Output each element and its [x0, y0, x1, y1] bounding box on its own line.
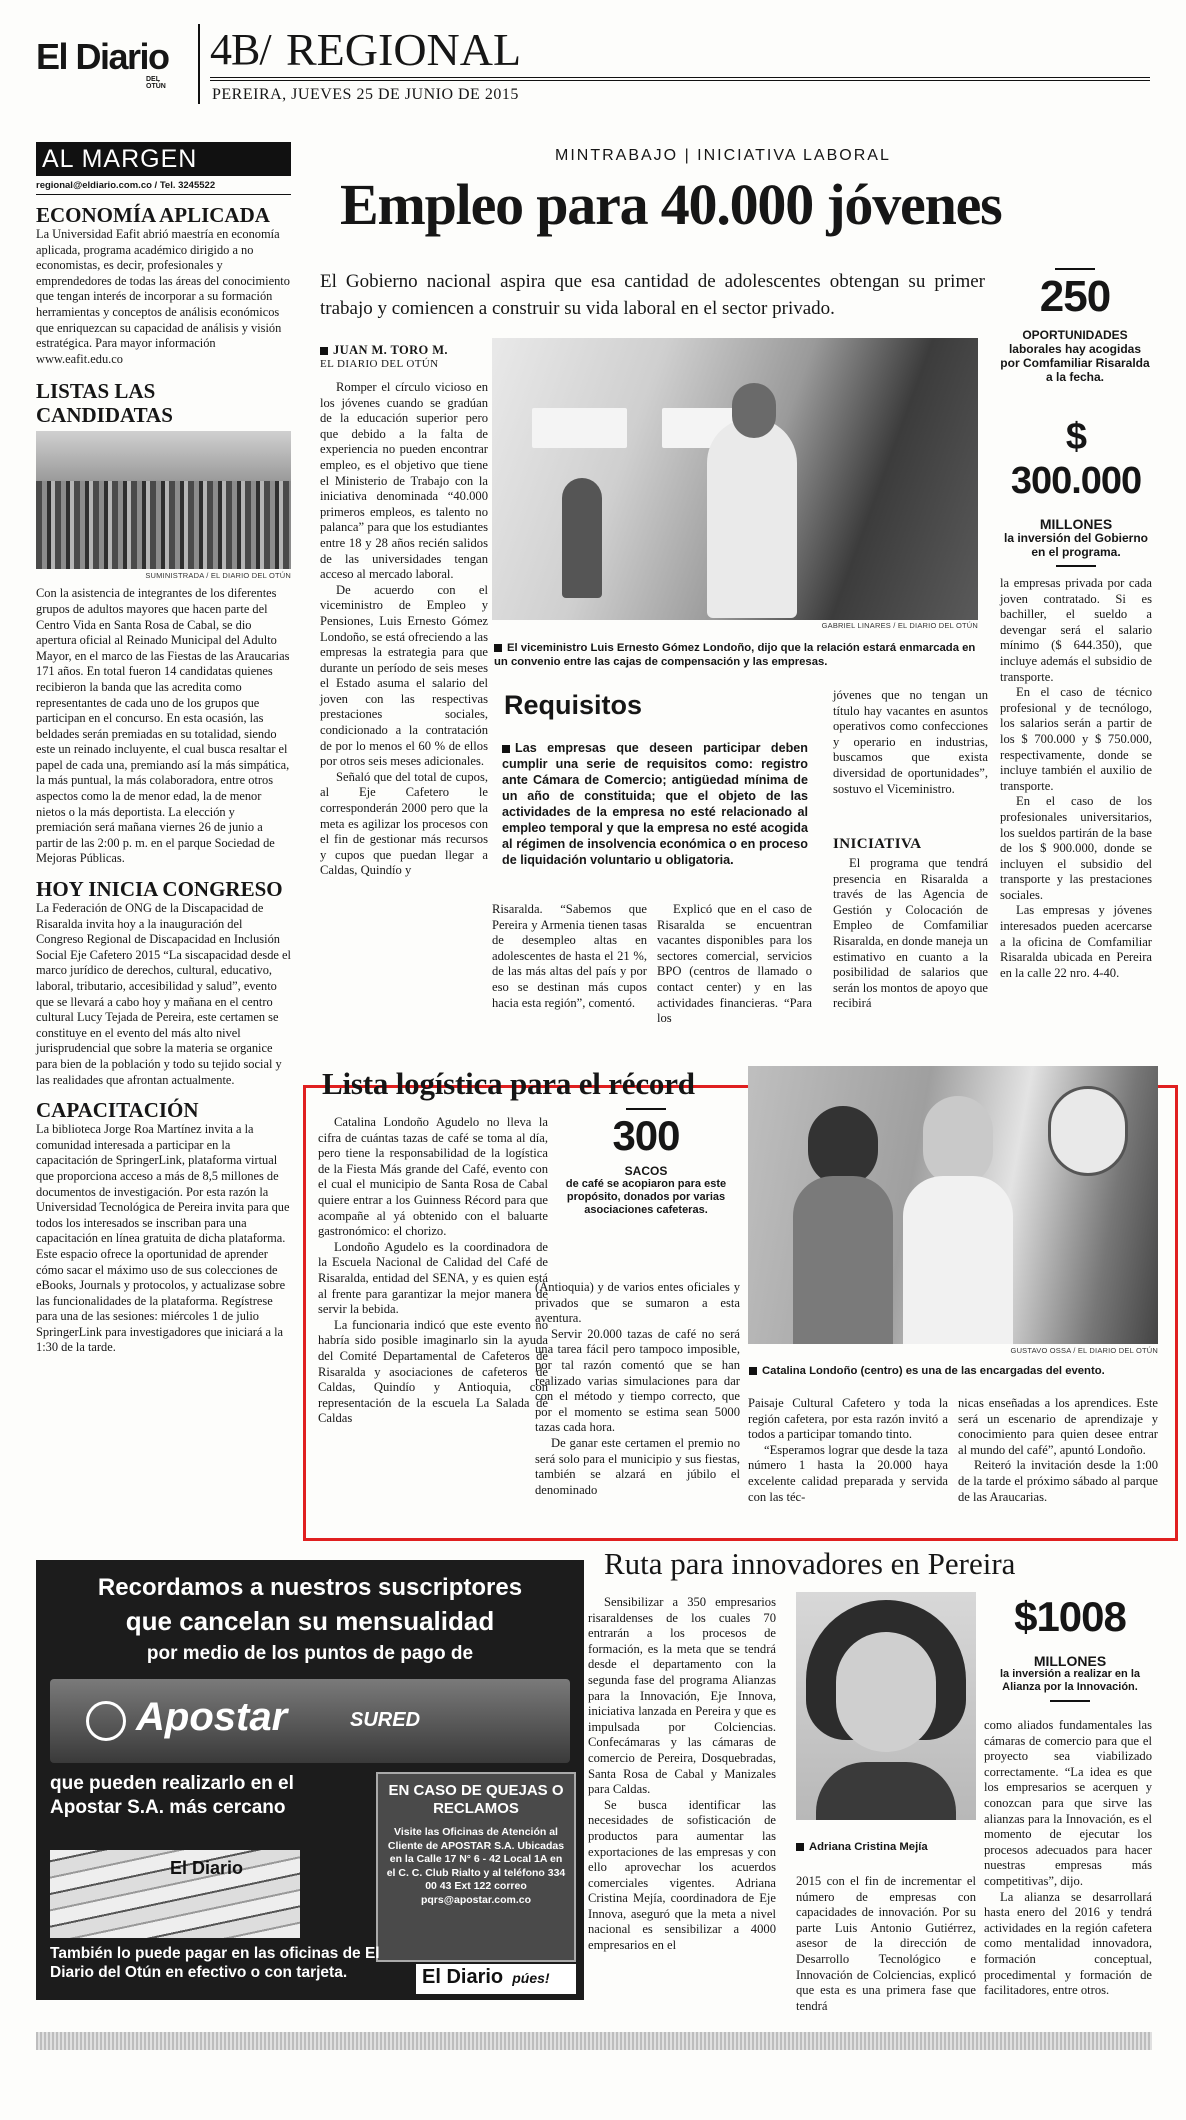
newspaper-logo — [36, 36, 169, 90]
ad-line5: Apostar S.A. más cercano — [50, 1797, 286, 1818]
ad-line1: Recordamos a nuestros suscriptores — [97, 1574, 523, 1601]
sidebar-heading-capacitacion: CAPACITACIÓN — [36, 1098, 199, 1123]
innov-stat-value: $1008 — [1014, 1593, 1126, 1640]
catalina-photo-credit: GUSTAVO OSSA / EL DIARIO DEL OTÚN — [1010, 1346, 1158, 1355]
catalina-photo — [748, 1066, 1158, 1344]
record-col2: (Antioquia) y de varios entes oficiales y privados que se sumaron a esta aventura. Servir 20.000 tazas de café no será una tarea fácil pero tampoco imposible, por tal razón comentó que se han realizado varias simulaciones para dar con el método y tiempo correcto, que por el momento se estima sean 5000 tazas cada hora. De ganar este certamen el premio no será solo para el municipio y sus fiestas, también se alzará en júbilo el denominado — [535, 1280, 740, 1497]
main-deck: El Gobierno nacional aspira que esa cantidad de adolescentes obtengan su primer trabajo y comiencen a construir su vida laboral en el sector privado. — [320, 271, 985, 319]
record-stat-strong: SACOS — [624, 1164, 668, 1178]
sidebar-body-capacitacion: La biblioteca Jorge Roa Martínez invita a la comunidad interesada a participar en la capacitación de SpringerLink, plataforma virtual que proporciona acceso a más de 8,5 millones de documentos de investigación. Por esta razón la Universidad Tecnológica de Pereira invita para que todos los interesados se inscriban para una capacitación en línea gratuita de dicha plataforma. Este espacio ofrece la oportunidad de aprender cómo sacar el máximo uso de sus colecciones de eBooks, Journals y protocolos, y actualizase sobre las funcionalidades de la plataforma. Regístrese para una de las sesiones: miércoles 1 de julio SpringerLink para investigadores que iniciará a la 1:30 de la tarde. — [36, 1122, 290, 1355]
record-headline: Lista logística para el récord — [322, 1066, 695, 1101]
sidebar-heading-economia: ECONOMÍA APLICADA — [36, 203, 270, 227]
innov-col1: Sensibilizar a 350 empresarios risaraldenses de los cuales 70 entrarán a los procesos de formación, es la meta que se tendrá desde el departamento con la segunda fase del programa Alianzas para la Innovación, Eje Innova, iniciativa lanzada en Pereira y que es impulsada por Colciencias. Confecámaras y las cámaras de comercio de Pereira, Dosquebradas, Santa Rosa de Cabal y Manizales para Caldas. Se busca identificar las necesidades de sofisticación de productos para aumentar las exportaciones de las empresas y con ello aprovechar los acuerdos comerciales vigentes. Adriana Cristina Mejía, coordinadora de Eje Innova, aseguró que la meta a nivel nacional es sensibilizar a 4000 empresarios en el — [588, 1595, 776, 1953]
dateline: PEREIRA, JUEVES 25 DE JUNIO DE 2015 — [212, 86, 519, 103]
innov-col3: como aliados fundamentales las cámaras de comercio para que el proyecto sea viabilizado correctamente. “La idea es que los empresarios se acerquen y conozcan para que sirve las alianzas para la Innovación, es el momento de ejecutar los procesos adecuados para hacer nuestras empresas más competitivas”, dijo. La alianza se desarrollará hasta enero del 2016 y tendrá actividades en la región cafetera como mentalidad innovadora, formación conceptual, procedimental y formación de facilitadores, entre otros. — [984, 1718, 1152, 1998]
ad-complaints-box — [376, 1772, 576, 1962]
viceminister-photo-credit: GABRIEL LINARES / EL DIARIO DEL OTÚN — [821, 621, 978, 630]
stat-250-strong: OPORTUNIDADES — [1022, 328, 1128, 342]
innov-stat-label: la inversión a realizar en la Alianza por la Innovación. — [999, 1668, 1140, 1693]
innov-stat-strong: MILLONES — [1033, 1653, 1107, 1669]
ad-brand: Apostar — [136, 1695, 288, 1739]
sidebar-body-candidatas: Con la asistencia de integrantes de los diferentes grupos de adultos mayores que hacen parte del Centro Vida en Santa Rosa de Cabal, se dio apertura oficial al Reinado Municipal del Adulto Mayor, en el marco de las Fiestas de las Araucarias 171 años. En total fueron 14 candidatas quienes recibieron la banda que las acredita como representantes de cada uno de los grupos que participan en el concurso. En esta ocasión, las beldades serán premiadas en su totalidad, siendo este un reinado incluyente, el cual busca resaltar el papel de cada una, premiando así la más simpática, la más puntual, la más colaboradora, entre otros aspectos como la de menor edad, la de menor nietos o la más deportista. La elección y premiación será mañana viernes 26 de junio a partir de las 2:00 p. m. en el parque Sociedad de Mejoras Públicas. — [36, 586, 290, 866]
stat-250-label: laborales hay acogidas por Comfamiliar Risaralda a la fecha. — [1000, 342, 1150, 384]
requisitos-heading: Requisitos — [504, 690, 643, 720]
main-col-e: la empresas privada por cada joven contratado. Si es bachiller, el sueldo a devengar será el salario mínimo ($ 644.350), que incluye además el subsidio de transporte. En el caso de técnico profesional y de tecnólogo, los salarios serán a partir de los $ 700.000 y $ 750.000, respectivamente, donde se incluye también el auxilio de transporte. En el caso de los profesionales universitarios, los sueldos partirán de la base de los $ 900.000, donde se incluyen el subsidio del transporte y las prestaciones sociales. Las empresas y jóvenes interesados pueden acercarse a la oficina de Comfamiliar Risaralda ubicada en Pereira en la calle 22 nro. 4-40. — [1000, 576, 1152, 980]
ad-footer-logos: El Diario púes! — [416, 1964, 576, 1994]
sidebar — [36, 142, 291, 1356]
ad-newspaper-stack: El Diario — [50, 1850, 300, 1938]
sidebar-heading-congreso: HOY INICIA CONGRESO — [36, 877, 283, 902]
byline-author: JUAN M. TORO M. — [333, 343, 448, 357]
ad-line2: que cancelan su mensualidad — [125, 1606, 495, 1636]
main-col-c: Explicó que en el caso de Risaralda se encuentran vacantes disponibles para los sectores comercial, servicios BPO (centros de llamado o contact center) y en las actividades financieras. “Para los — [657, 902, 812, 1026]
stat-300000-label: la inversión del Gobierno en el programa. — [1003, 531, 1149, 559]
sidebar-contact: regional@eldiario.com.co / Tel. 3245522 — [36, 180, 291, 195]
stat-300000-strong: MILLONES — [1039, 516, 1113, 532]
main-col-b: Risaralda. “Sabemos que Pereira y Armenia tienen tasas de desempleo altas en adolescentes de hasta el 21 %, de las más altas del país y por eso se destinan más cupos hacia esta región”, comentó. — [492, 902, 647, 1010]
section-title: REGIONAL — [286, 24, 522, 75]
main-col-d: jóvenes que no tengan un título hay vacantes en asuntos operativos como confecciones y operario en industrias, buscamos que exista diversidad de oportunidades”, sostuvo el Viceministro. — [833, 688, 988, 796]
ad-complaints-title: EN CASO DE QUEJAS O RECLAMOS — [388, 1782, 564, 1817]
record-stat-value: 300 — [612, 1112, 680, 1159]
main-col-d2: El programa que tendrá presencia en Risaralda a través de las Agencia de Gestión y Colocación de Empleo de Comfamiliar Risaralda, en donde maneja un estimativo en cuanto a la posibilidad de salarios que serán los montos de apoyo que recibirá — [833, 856, 988, 1011]
requisitos-body: Las empresas que deseen participar deben cumplir una serie de requisitos como: registro ante Cámara de Comercio; antigüedad mínima de un año de constituida; que el objeto de las actividades de la empresa no esté relacionado al empleo temporal y que la empresa no esté acogida al régimen de insolvencia económica o en proceso de liquidación voluntario u obligatoria. — [502, 741, 808, 867]
footer-pattern-strip — [36, 2032, 1152, 2050]
sidebar-body-economia: La Universidad Eafit abrió maestría en economía aplicada, programa académico dirigido a no economistas, es decir, profesionales y emprendedores de todas las áreas del conocimiento que tengan interés de incorporar a su formación herramientas y conceptos de análisis económicos que enriquezcan su capacidad de análisis y visión estratégica. Para mayor información www.eafit.edu.co — [36, 227, 290, 366]
record-stat-label: de café se acopiaron para este propósito, donados por varias asociaciones cafeteras. — [565, 1178, 727, 1216]
masthead-rule-top — [210, 77, 1150, 78]
masthead — [0, 0, 1186, 115]
ad-brand2: SURED — [350, 1709, 421, 1731]
ad-line3: por medio de los puntos de pago de — [146, 1643, 474, 1664]
stat-250-value: 250 — [1039, 272, 1111, 321]
adriana-photo — [796, 1592, 976, 1820]
record-col3: Paisaje Cultural Cafetero y toda la región cafetera, por esta razón invitó a todos a participar tomando tinto. “Esperamos lograr que desde la taza número 1 hasta la 20.000 haya excelente calidad preparada y servida con las téc- — [748, 1396, 948, 1504]
masthead-rule-bottom — [210, 80, 1150, 81]
main-byline — [320, 343, 488, 370]
innov-col2: 2015 con el fin de incrementar el número de empresas con capacidades de innovación. Por su parte Luis Antonio Gutiérrez, asesor de la dirección de Desarrollo Tecnológico e Innovación de Colciencias, explicó que esta es una primera fase que tendrá — [796, 1874, 976, 2013]
viceminister-caption: El viceministro Luis Ernesto Gómez Londoño, dijo que la relación estará enmarcada en un convenio entre las cajas de compensación y las empresas. — [494, 642, 976, 668]
page-number: 4B/ — [210, 25, 271, 74]
sidebar-body-congreso: La Federación de ONG de la Discapacidad de Risaralda invita hoy a la inauguración del Congreso Regional de Discapacidad en Inclusión Social Eje Cafetero 2015 “La siscapacidad desde el marco jurídico de derechos, cultural, educativo, laboral, tributario, accesibilidad y salud”, evento que se llevará a cabo hoy y mañana en el centro cultural Lucy Tejada de Pereira, este certamen se constituye en el evento del más alto nivel jurisprudencial que sobre la materia se organice para bien de la población y todo su tejido social y las realidades que afrontan actualmente. — [36, 901, 291, 1087]
record-col4: nicas enseñadas a los aprendices. Este será un escenario de aprendizaje y conocimiento para quien desee entrar al mundo del café”, apuntó Londoño. Reiteró la invitación desde la 1:00 de la tarde el próximo sábado al parque de las Araucarias. — [958, 1396, 1158, 1504]
innov-stat-box — [990, 1592, 1150, 1702]
ad-line4: que pueden realizarlo en el — [50, 1773, 294, 1794]
main-col1: Romper el círculo vicioso en los jóvenes cuando se gradúan de la educación superior pero que debido a la falta de experiencia no pueden encontrar empleo, es el objetivo que tiene el Ministerio de Trabajo con la iniciativa denominada “40.000 primeros empleos, es talento no palanca” para que los estudiantes entre 18 y 28 años recién salidos de las universidades tengan acceso al mercado laboral. De acuerdo con el viceministro de Empleo y Pensiones, Luis Ernesto Gómez Londoño, se está ofreciendo a las empresas la estrategia para que durante un período de seis meses el Estado asuma el salario del joven con las respectivas prestaciones sociales, condicionado a la contratación de por lo menos el 60 % de ellos por otros seis meses adicionales. Señaló que del total de cupos, al Eje Cafetero le corresponderán 2000 pero que la meta es agilizar los procesos con el fin de gestionar más recursos y cupos que puedan llegar a Caldas, Quindío y — [320, 380, 488, 878]
record-stat-box — [560, 1108, 732, 1217]
apostar-advertisement — [36, 1560, 584, 2000]
candidatas-credit: SUMINISTRADA / EL DIARIO DEL OTÚN — [145, 571, 291, 581]
innov-headline: Ruta para innovadores en Pereira — [604, 1546, 1016, 1581]
sidebar-heading-candidatas: LISTAS LAS CANDIDATAS — [36, 379, 173, 428]
byline-outlet: EL DIARIO DEL OTÚN — [320, 358, 439, 370]
stat-300000-value: $ 300.000 — [1010, 416, 1142, 502]
candidatas-photo — [36, 431, 291, 569]
ad-complaints-body: Visite las Oficinas de Atención al Cliente de APOSTAR S.A. Ubicadas en la Calle 17 N° 6 - 42 Local 1A en el C. C. Club Rialto y al teléfono 334 00 43 Ext 122 correo pqrs@apostar.com.co — [386, 1826, 566, 1906]
record-col1: Catalina Londoño Agudelo no lleva la cifra de cuántas tazas de café se toma al día, pero tiene la responsabilidad de la logística de la Fiesta Más grande del Café, evento con el cual el municipio de Santa Rosa de Cabal quiere entrar a los Guinness Récord para que acompañe al yá obtenido con el baluarte gastronómico: el chorizo. Londoño Agudelo es la coordinadora de la Escuela Nacional de Calidad del Café de Risaralda, entidad del SENA, y es quien está al frente para garantizar la mejor manera de servir la bebida. La funcionaria indicó que este evento no habría sido posible imaginarlo sin la ayuda del Comité Departamental de Cafeteros de Risaralda y asociaciones de cafeteros de Caldas, Quindío y Antioquia, con representación de la escuela La Salada de Caldas — [318, 1115, 548, 1426]
logo-subtext: DEL OTÚN — [146, 76, 166, 90]
stat-box-300000 — [996, 415, 1156, 567]
ad-footer: También lo puede pagar en las oficinas de El Diario del Otún en efectivo o con tarjeta. — [50, 1945, 380, 1981]
ad-brand-banner — [50, 1679, 570, 1763]
main-headline: Empleo para 40.000 jóvenes — [340, 172, 1002, 237]
adriana-caption: Adriana Cristina Mejía — [796, 1840, 976, 1854]
logo-text: El Diario — [36, 36, 169, 77]
sidebar-title: AL MARGEN — [36, 142, 291, 176]
masthead-divider — [198, 24, 200, 104]
viceminister-photo — [492, 338, 978, 620]
stat-box-250 — [1000, 268, 1150, 384]
main-kicker: MINTRABAJO | INICIATIVA LABORAL — [555, 147, 891, 164]
iniciativa-heading: INICIATIVA — [833, 836, 922, 852]
catalina-caption: Catalina Londoño (centro) es una de las encargadas del evento. — [749, 1364, 1159, 1378]
